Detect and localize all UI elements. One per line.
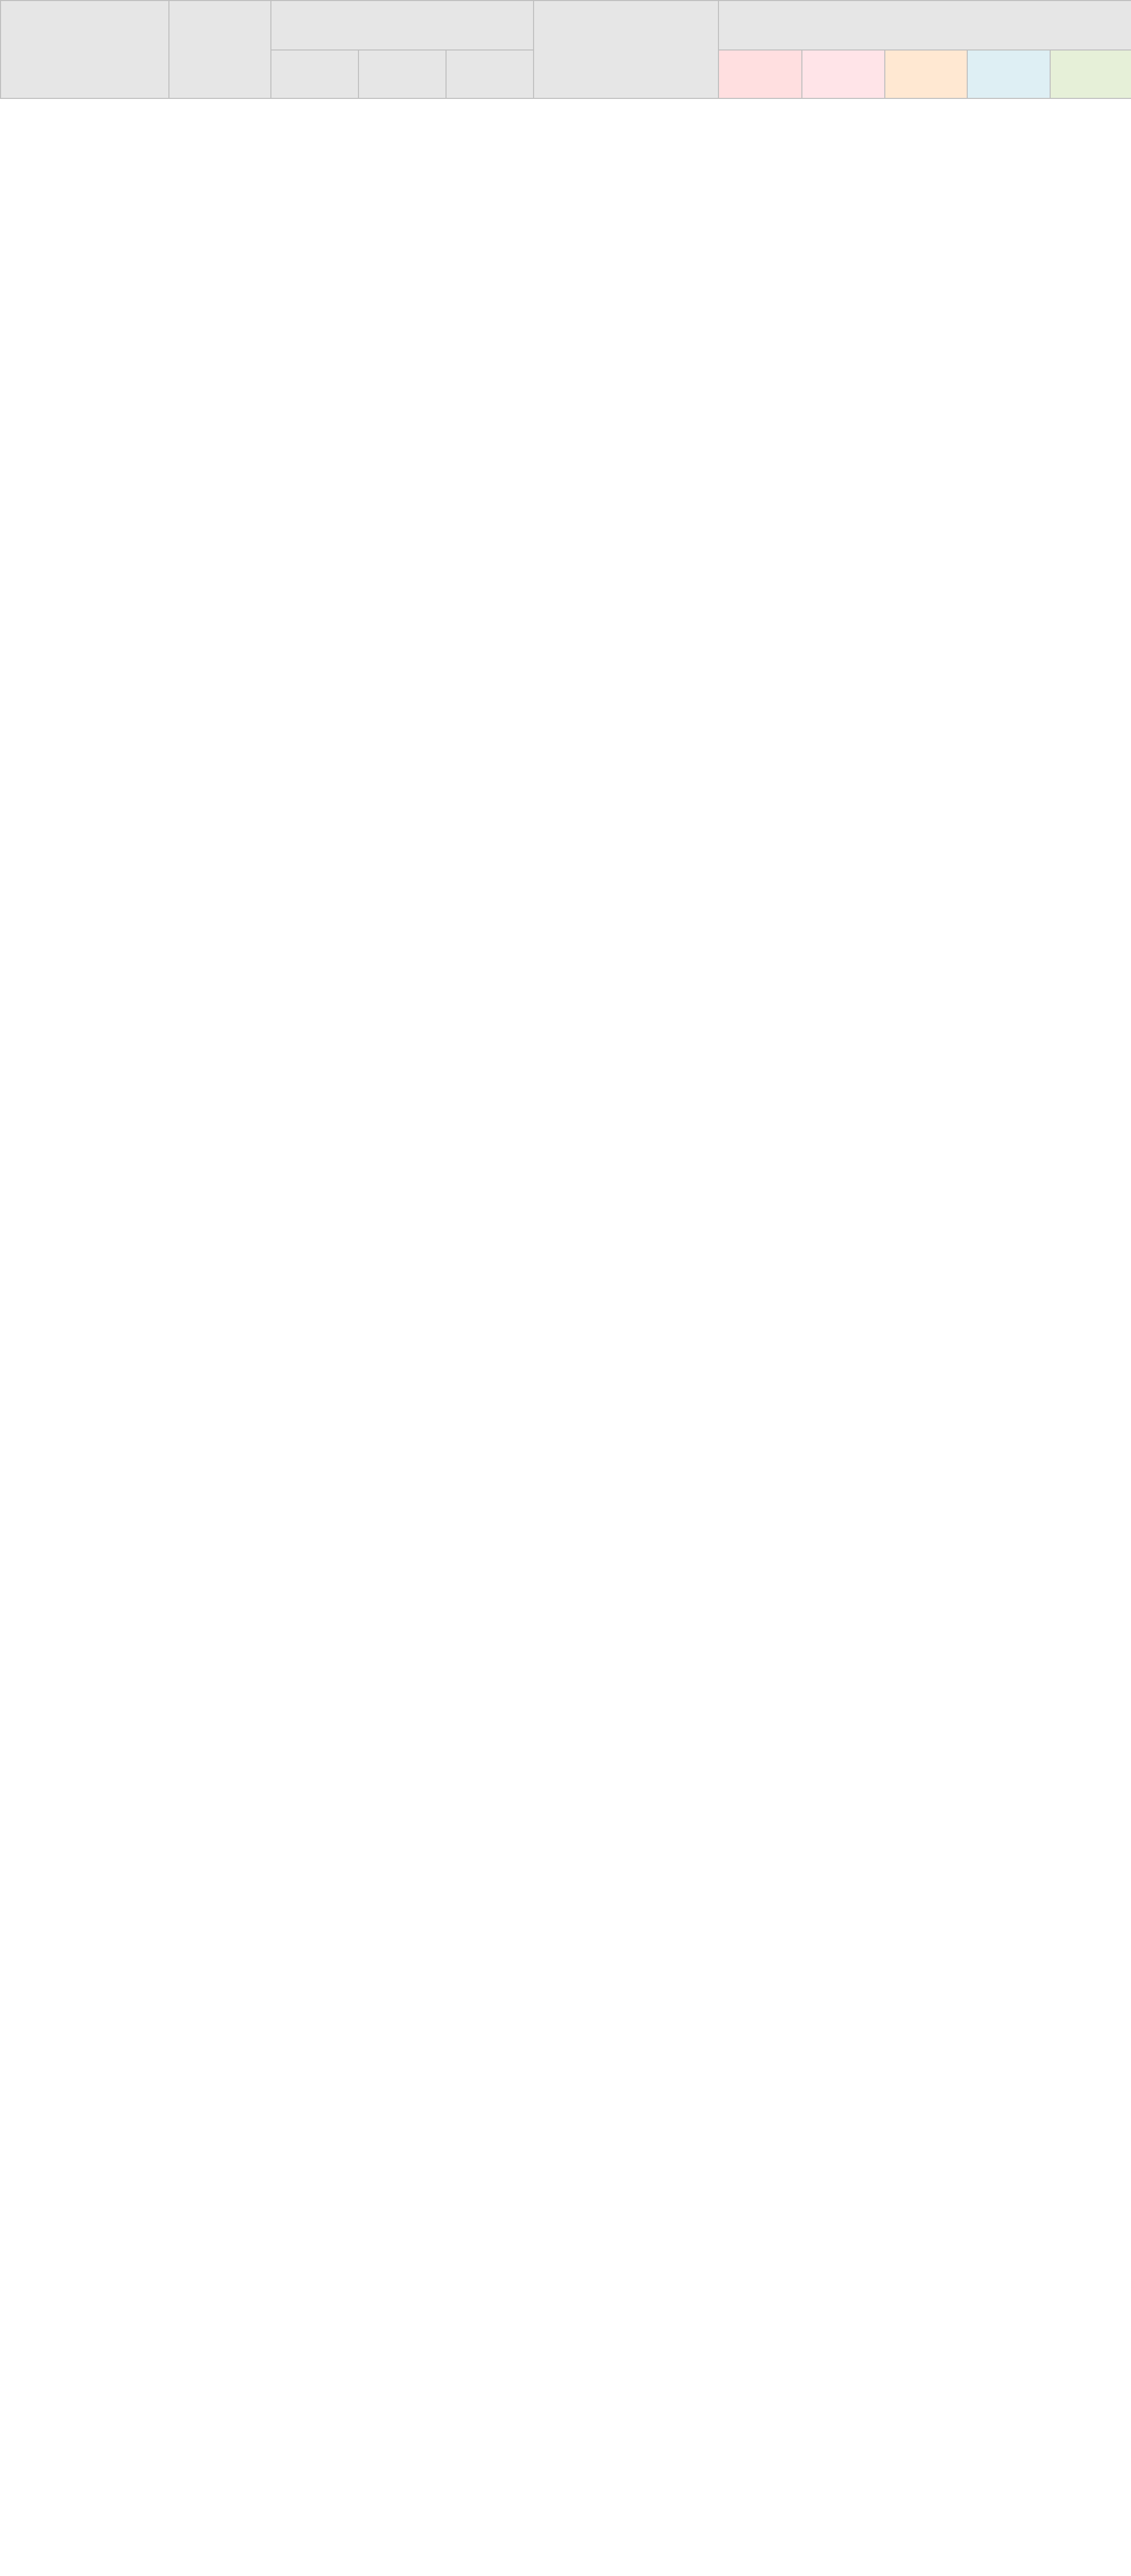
header-jis xyxy=(271,50,358,98)
header-main-uses xyxy=(718,1,1131,50)
header-use-hot-stamping xyxy=(885,50,967,98)
header-use-die-casting xyxy=(802,50,885,98)
header-aisi xyxy=(358,50,446,98)
header-wnr xyxy=(446,50,534,98)
header-grade-name xyxy=(169,1,271,98)
header-features xyxy=(534,1,718,98)
header-equivalent xyxy=(271,1,534,50)
header-use-hot-forging xyxy=(718,50,802,98)
header-use-plastic xyxy=(1050,50,1131,98)
header-use-cold-work xyxy=(967,50,1050,98)
steel-grade-table xyxy=(0,0,1131,99)
header-category xyxy=(1,1,169,98)
table-header xyxy=(1,1,1131,98)
